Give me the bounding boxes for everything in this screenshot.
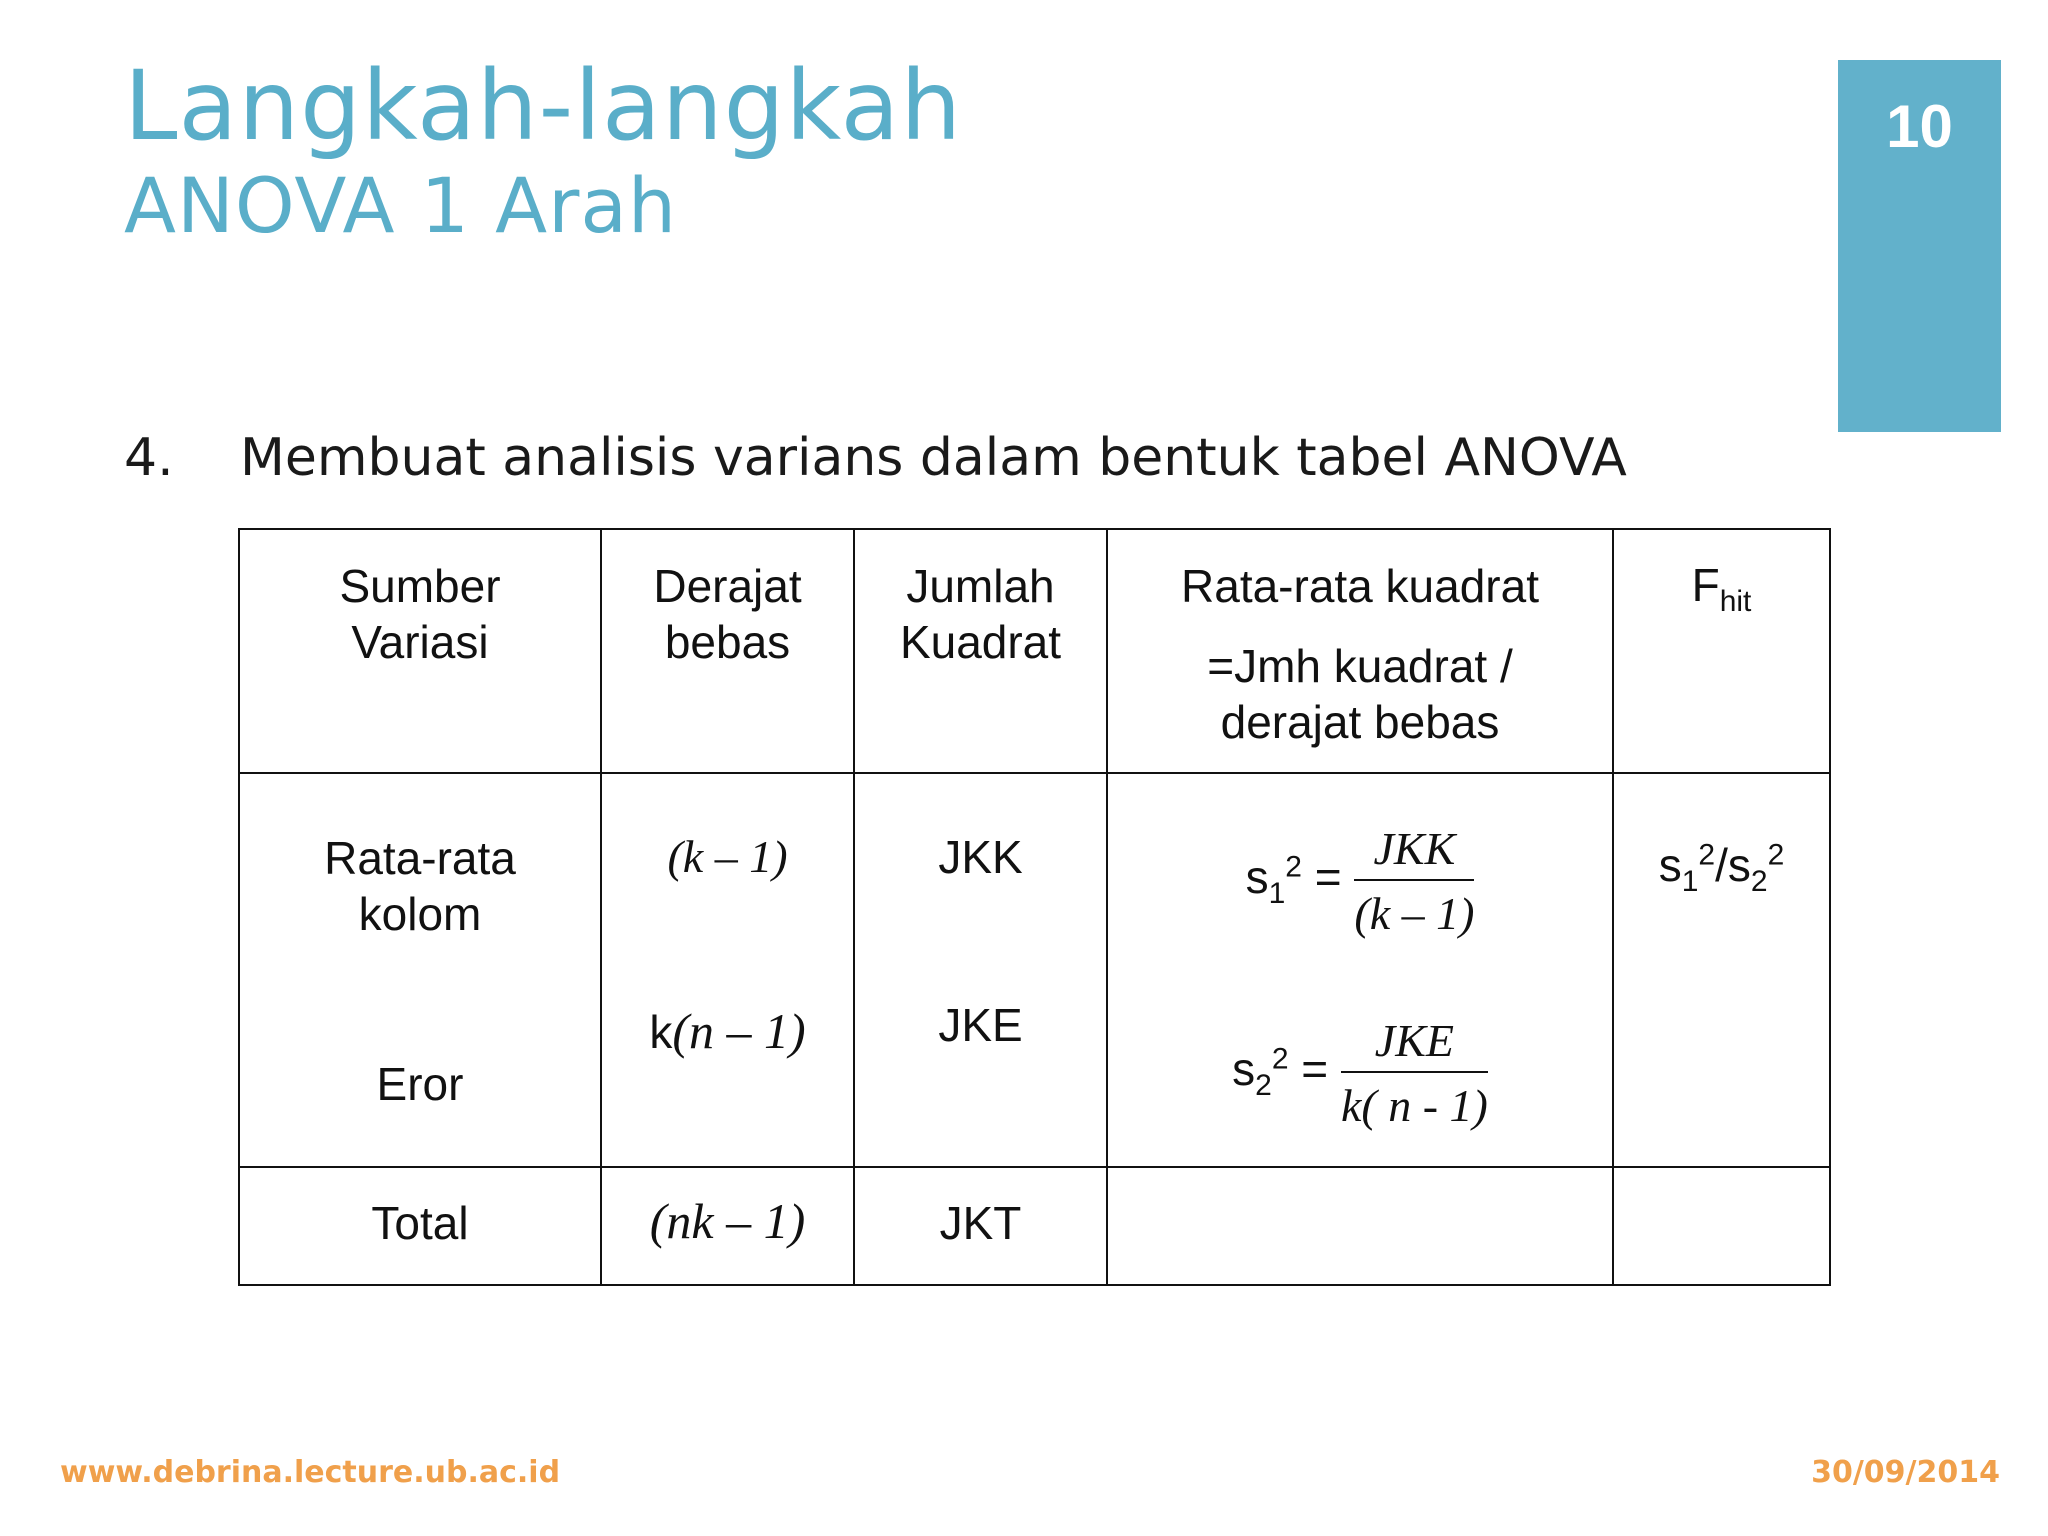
ms-lhs-sub: 2 <box>1255 1069 1272 1103</box>
f-s2-sub: 2 <box>1750 865 1768 899</box>
df-kolom: (k – 1) <box>667 831 788 882</box>
f-s1-sup: 2 <box>1698 838 1716 872</box>
header-subscript: hit <box>1719 585 1752 619</box>
f-s1: s <box>1658 839 1682 891</box>
table-row <box>239 773 1830 1167</box>
ms-lhs-sub: 1 <box>1268 877 1286 911</box>
cell-sumber <box>239 773 601 1167</box>
cell-jumlah <box>854 1167 1107 1285</box>
f-s1-sub: 1 <box>1681 865 1699 899</box>
df-total: (nk – 1) <box>649 1193 806 1249</box>
ms-numerator: JKK <box>1354 822 1474 881</box>
header-text: derajat bebas <box>1220 696 1500 748</box>
footer-date: 30/09/2014 <box>1811 1455 2000 1490</box>
step-text: Membuat analisis varians dalam bentuk tabel ANOVA <box>240 428 1627 488</box>
ms-denominator: k( n - 1) <box>1340 1080 1488 1131</box>
cell-rata-rata-empty <box>1107 1167 1613 1285</box>
ss-eror: JKE <box>938 999 1023 1051</box>
header-text: Derajat <box>653 560 802 612</box>
anova-table <box>238 528 1831 1286</box>
slide-title: Langkah-langkah <box>124 50 963 162</box>
table-header-row <box>239 529 1830 773</box>
cell-derajat <box>601 1167 854 1285</box>
table-row-total <box>239 1167 1830 1285</box>
footer-website: www.debrina.lecture.ub.ac.id <box>60 1455 561 1490</box>
ms-lhs-sup: 2 <box>1271 1043 1289 1077</box>
header-rata-rata-kuadrat <box>1107 529 1613 773</box>
row-label: Rata-rata <box>324 832 516 884</box>
header-text: Rata-rata kuadrat <box>1181 560 1539 612</box>
cell-jumlah <box>854 773 1107 1167</box>
cell-f-hit <box>1613 773 1830 1167</box>
ms-numerator: JKE <box>1341 1014 1488 1073</box>
ms-denominator: (k – 1) <box>1354 888 1475 939</box>
row-label: Eror <box>376 1058 464 1110</box>
df-eror-prefix: k <box>649 1006 673 1058</box>
header-text: Sumber <box>339 560 501 612</box>
ss-total: JKT <box>939 1197 1022 1249</box>
cell-f-hit-empty <box>1613 1167 1830 1285</box>
header-text: Kuadrat <box>899 616 1062 668</box>
step-number: 4. <box>124 428 174 488</box>
f-s2: s <box>1727 839 1751 891</box>
f-ratio <box>1614 838 1829 899</box>
header-derajat-bebas <box>601 529 854 773</box>
header-text: Variasi <box>351 616 489 668</box>
ms-kolom-formula: $s_1^2$ = $\frac{\text{JKK}}{(k - 1)}$ <box>1245 823 1475 939</box>
header-text: bebas <box>664 616 791 668</box>
cell-sumber <box>239 1167 601 1285</box>
row-label: Total <box>371 1197 469 1249</box>
df-eror: (n – 1) <box>672 1003 806 1059</box>
ss-kolom: JKK <box>938 831 1023 883</box>
cell-rata-rata <box>1107 773 1613 1167</box>
ms-lhs-sup: 2 <box>1285 851 1302 885</box>
slide-number-box <box>1838 60 2001 432</box>
header-jumlah-kuadrat <box>854 529 1107 773</box>
f-s2-sup: 2 <box>1767 838 1785 872</box>
ms-eror-formula: $s_2^2$ = $\frac{\text{JKE}}{k( n - 1)}$ <box>1232 1015 1488 1131</box>
header-text: F <box>1691 559 1720 611</box>
header-text: Jumlah <box>906 560 1055 612</box>
ms-kolom-fraction <box>1354 822 1474 940</box>
row-label: kolom <box>358 888 482 940</box>
header-f-hit <box>1613 529 1830 773</box>
header-sumber-variasi <box>239 529 601 773</box>
cell-derajat <box>601 773 854 1167</box>
slide-subtitle: ANOVA 1 Arah <box>124 161 678 250</box>
ms-lhs: s <box>1245 851 1269 904</box>
f-slash: / <box>1715 839 1728 891</box>
ms-lhs: s <box>1232 1043 1256 1096</box>
header-text: =Jmh kuadrat / <box>1207 640 1513 692</box>
ms-eror-fraction <box>1341 1014 1488 1132</box>
slide-number: 10 <box>1886 93 1953 160</box>
